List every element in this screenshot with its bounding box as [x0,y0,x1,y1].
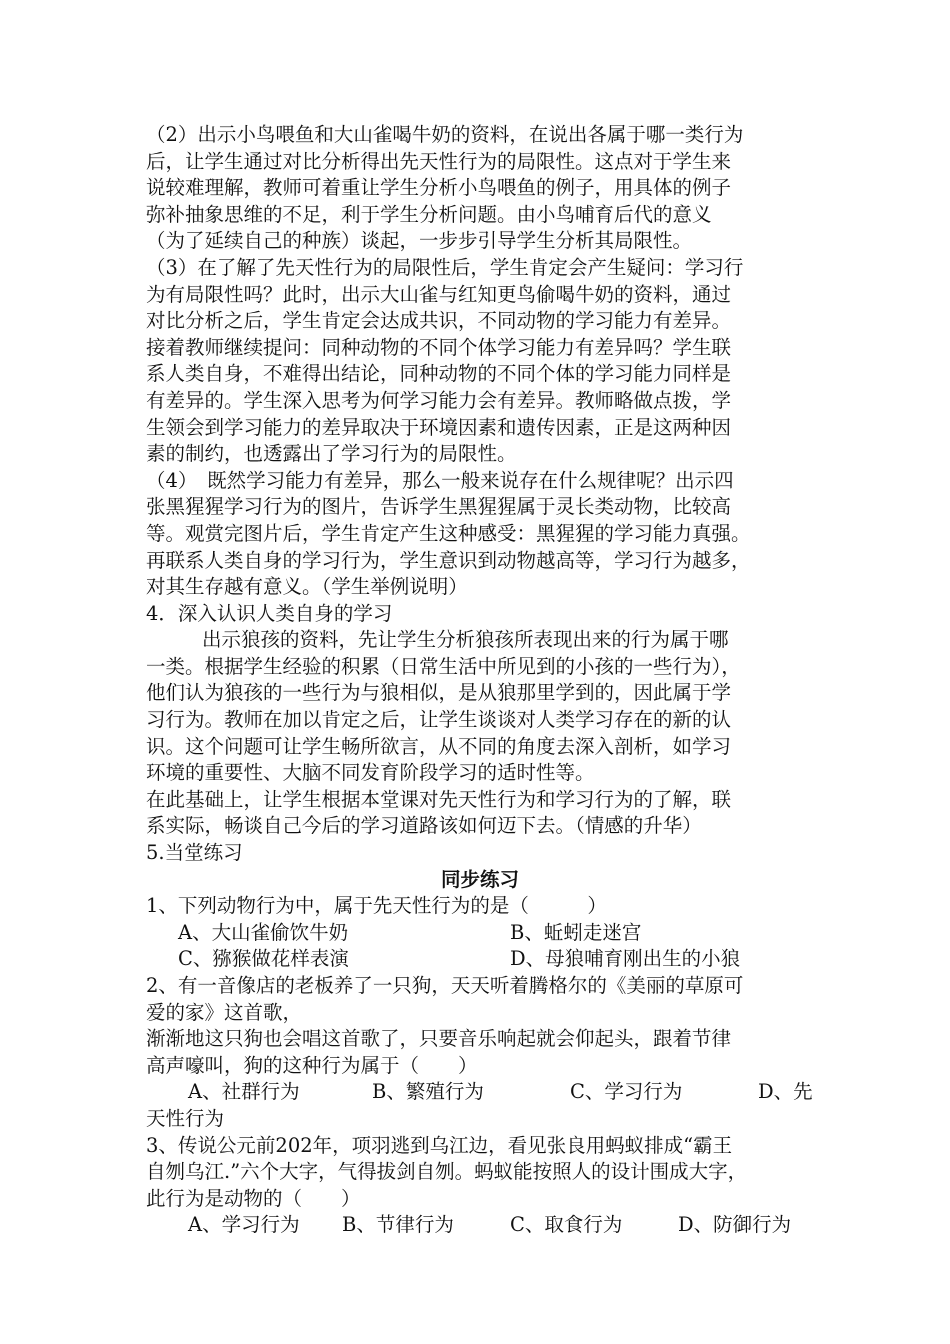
option-a: A、社群行为 [188,1080,300,1104]
option-a: A、学习行为 [188,1213,300,1237]
text-line: 有差异的。学生深入思考为何学习能力会有差异。教师略做点拨，学 [146,388,732,412]
text-line: 对其生存越有意义。（学生举例说明） [146,575,468,599]
option-row [146,1079,814,1106]
text-line: 为有局限性吗？此时，出示大山雀与红知更鸟偷喝牛奶的资料，通过 [146,282,732,306]
text-line: 弥补抽象思维的不足，利于学生分析问题。由小鸟哺育后代的意义 [146,202,712,226]
section-heading: 4．深入认识人类自身的学习 [146,601,393,625]
option-b: B、繁殖行为 [372,1080,484,1104]
question-stem: 渐渐地这只狗也会唱这首歌了，只要音乐响起就会仰起头，跟着节律 [146,1027,732,1051]
text-line: 素的制约，也透露出了学习行为的局限性。 [146,442,517,466]
option-d: D、先 [758,1080,813,1104]
text-line: 环境的重要性、大脑不同发育阶段学习的适时性等。 [146,761,595,785]
option-continuation: 天性行为 [146,1106,225,1130]
document-page [146,122,814,1239]
option-d: D、母狼哺育刚出生的小狼 [510,947,741,971]
question-stem: 爱的家》这首歌， [146,1000,303,1024]
text-line: 系实际，畅谈自己今后的学习道路该如何迈下去。（情感的升华） [146,814,702,838]
option-a: A、大山雀偷饮牛奶 [178,920,349,944]
option-row [146,946,814,973]
text-line: 后，让学生通过对比分析得出先天性行为的局限性。这点对于学生来 [146,149,732,173]
text-line: 再联系人类自身的学习行为，学生意识到动物越高等，学习行为越多， [146,548,751,572]
question-stem: 自刎乌江.”六个大字，气得拔剑自刎。蚂蚁能按照人的设计围成大字， [146,1160,748,1184]
section-heading: 5.当堂练习 [146,841,243,865]
option-b: B、节律行为 [342,1213,454,1237]
text-line: 接着教师继续提问：同种动物的不同个体学习能力有差异吗？学生联 [146,335,732,359]
text-line: 对比分析之后，学生肯定会达成共识，不同动物的学习能力有差异。 [146,309,732,333]
exercise-title: 同步练习 [440,867,519,891]
option-row [146,920,814,947]
option-row [146,1212,814,1239]
text-line: 系人类自身，不难得出结论，同种动物的不同个体的学习能力同样是 [146,362,732,386]
text-line: 等。观赏完图片后，学生肯定产生这种感受：黑猩猩的学习能力真强。 [146,521,751,545]
text-line: （3）在了解了先天性行为的局限性后，学生肯定会产生疑问：学习行 [146,255,744,279]
question-stem: 高声嚎叫，狗的这种行为属于（ ） [146,1053,478,1077]
option-b: B、蚯蚓走迷宫 [510,920,642,944]
text-line: 张黑猩猩学习行为的图片，告诉学生黑猩猩属于灵长类动物，比较高 [146,495,732,519]
question-stem: 3、传说公元前202年，项羽逃到乌江边，看见张良用蚂蚁排成“霸王 [146,1133,733,1157]
question-stem: 1、下列动物行为中，属于先天性行为的是（ ） [146,894,607,918]
option-c: C、学习行为 [570,1080,683,1104]
option-d: D、防御行为 [678,1213,792,1237]
text-line: 习行为。教师在加以肯定之后，让学生谈谈对人类学习存在的新的认 [146,708,732,732]
text-line: 一类。根据学生经验的积累（日常生活中所见到的小孩的一些行为）， [146,654,741,678]
text-line: 生领会到学习能力的差异取决于环境因素和遗传因素，正是这两种因 [146,415,732,439]
text-line: （4） 既然学习能力有差异，那么一般来说存在什么规律呢？出示四 [146,468,734,492]
text-line: 说较难理解，教师可着重让学生分析小鸟喂鱼的例子，用具体的例子 [146,176,732,200]
text-line: 他们认为狼孩的一些行为与狼相似，是从狼那里学到的，因此属于学 [146,681,732,705]
text-line: 在此基础上，让学生根据本堂课对先天性行为和学习行为的了解，联 [146,787,732,811]
text-line: 出示狼孩的资料，先让学生分析狼孩所表现出来的行为属于哪 [202,628,729,652]
option-c: C、猕猴做花样表演 [178,947,349,971]
text-line: 识。这个问题可让学生畅所欲言，从不同的角度去深入剖析，如学习 [146,734,732,758]
text-line: （为了延续自己的种族）谈起，一步步引导学生分析其局限性。 [146,229,693,253]
text-line: （2）出示小鸟喂鱼和大山雀喝牛奶的资料，在说出各属于哪一类行为 [146,123,744,146]
option-c: C、取食行为 [510,1213,623,1237]
question-stem: 此行为是动物的（ ） [146,1186,361,1210]
question-stem: 2、有一音像店的老板养了一只狗，天天听着腾格尔的《美丽的草原可 [146,974,744,997]
